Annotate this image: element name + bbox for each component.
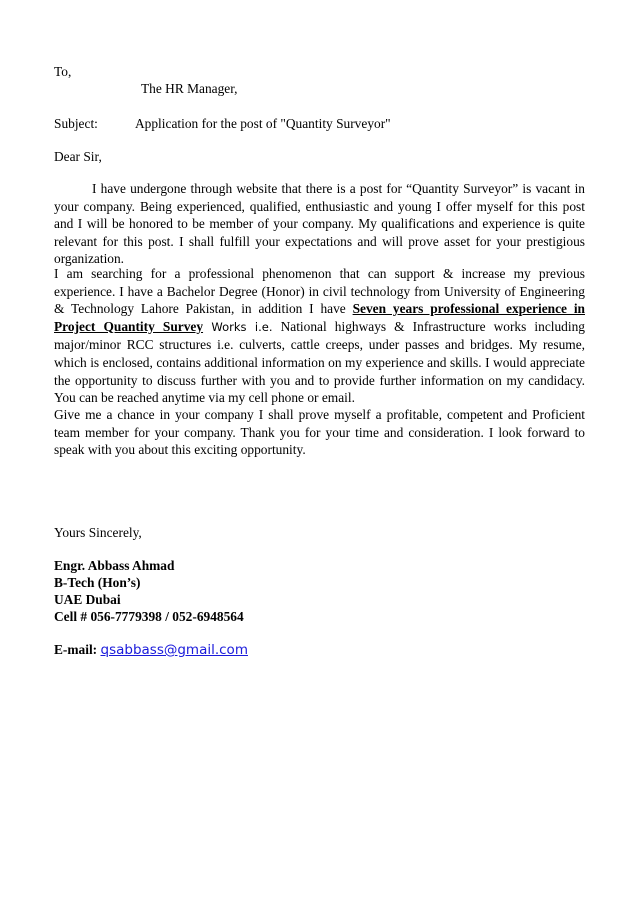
signature-cell: Cell # 056-7779398 / 052-6948564: [54, 609, 244, 624]
signature-degree: B-Tech (Hon’s): [54, 575, 141, 590]
paragraph-experience: [54, 265, 585, 407]
experience-highlight: Seven years professional experience in Project Quantity Survey: [54, 301, 585, 334]
closing-line: Yours Sincerely,: [54, 525, 142, 540]
to-line: To,: [54, 64, 72, 79]
signature-location: UAE Dubai: [54, 592, 121, 607]
salutation: Dear Sir,: [54, 149, 102, 164]
works-ie-text: Works i.e.: [203, 319, 273, 334]
paragraph-closing: Give me a chance in your company I shall prove myself a profitable, competent and Proficient team member for your company. Thank you for your time and consideration. I look forward to speak with you about this exciting opportunity.: [54, 407, 585, 458]
paragraph-experience-text-b: National highways & Infrastructure works including major/minor RCC structures i.e. culverts, cattle creeps, under passes and bridges. My resume, which is enclosed, contains additional information on my experience and skills. I would appreciate the opportunity to discuss further with you and to provide further information on my candidacy. You can be reached anytime via my cell phone or email.: [54, 318, 585, 406]
recipient-line: The HR Manager,: [141, 81, 238, 96]
paragraph-experience-text-a: I am searching for a professional phenomenon that can support & increase my previous experience. I have a Bachelor Degree (Honor) in civil technology from University of Engineering & Technology Lahore Pakistan, in addition I have: [54, 266, 585, 317]
subject-label: Subject:: [54, 116, 98, 131]
email-label: E-mail:: [54, 642, 98, 657]
paragraph-intro: I have undergone through website that there is a post for “Quantity Surveyor” is vacant in your company. Being experienced, qualified, enthusiastic and young I offer myself for this post and I will be honored to be member of your company. My qualifications and experience is quite relevant for this post. I shall fulfill your expectations and will prove asset for your prestigious organization.: [54, 181, 585, 267]
signature-email-row: [54, 641, 248, 659]
subject-text: Application for the post of "Quantity Surveyor": [135, 116, 391, 131]
signature-name: Engr. Abbass Ahmad: [54, 558, 175, 573]
email-link[interactable]: qsabbass@gmail.com: [100, 642, 248, 658]
